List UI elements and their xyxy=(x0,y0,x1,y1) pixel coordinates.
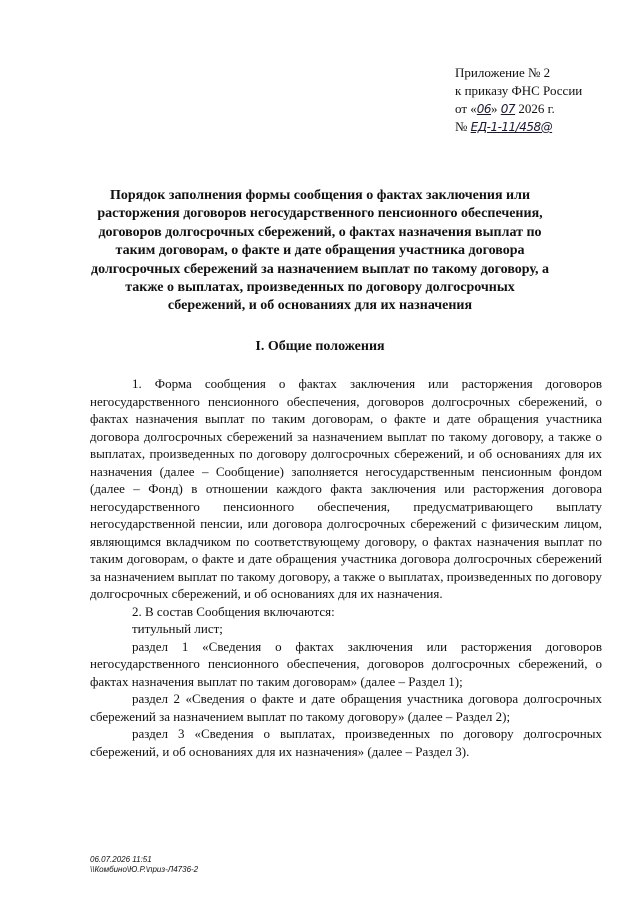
footer-stamp xyxy=(90,855,198,875)
date-mid: » xyxy=(491,101,498,116)
paragraph: титульный лист; xyxy=(132,621,223,636)
paragraph: раздел 1 «Сведения о фактах заключения или расторжения договоров негосударственного пенсионного обеспечения, договоров долгосрочных сбережений, о фактах назначения выплат по таким договорам» (далее – Раздел 1); xyxy=(90,638,602,689)
appendix-line-1: Приложение № 2 xyxy=(455,65,551,80)
paragraph: 2. В состав Сообщения включаются: xyxy=(132,603,335,619)
paragraph: раздел 3 «Сведения о выплатах, произведенных по договору долгосрочных сбережений, и об основаниях для их назначения» (далее – Раздел 3). xyxy=(90,726,602,759)
date-prefix: от « xyxy=(455,101,477,116)
document-title: Порядок заполнения формы сообщения о фактах заключения или расторжения договоров негосударственного пенсионного обеспечения, договоров долгосрочных сбережений, о фактах назначения выплат по таким договорам, о факте и дате обращения участника договора долгосрочных сбережений за назначением выплат по такому договору, а также о выплатах, произведенных по договору долгосрочных сбережений, и об основаниях для их назначения xyxy=(90,188,549,314)
paragraph: 1. Форма сообщения о фактах заключения или расторжения договоров негосударственного пенсионного обеспечения, договоров долгосрочных сбережений, о фактах назначения выплат по таким договорам, о факте и дате обращения участника договора долгосрочных сбережений за назначением выплат по такому договору, а также о выплатах, произведенных по договору долгосрочных сбережений, и об основаниях для их назначения (далее – Сообщение) заполняется негосударственным пенсионным фондом (далее – Фонд) в отношении каждого факта заключения или расторжения договора негосударственного пенсионного обеспечения, предусматривающего выплату негосударственной пенсии, или договора долгосрочных сбережений с физическим лицом, являющимся вкладчиком по соответствующему договору, о фактах назначения выплат по таким договорам, о факте и дате обращения участника договора долгосрочных сбережений за назначением выплат по такому договору, а также о выплатах, произведенных по договору долгосрочных сбережений, и об основаниях для их назначения. xyxy=(90,376,602,601)
order-number-handwritten: ЕД-1-11/458@ xyxy=(470,120,553,134)
number-prefix: № xyxy=(455,119,468,134)
paragraph: раздел 2 «Сведения о факте и дате обращения участника договора долгосрочных сбережений за назначением выплат по такому договору» (далее – Раздел 2); xyxy=(90,691,602,724)
footer-date: 06.07.2026 11:51 xyxy=(90,855,152,864)
appendix-block xyxy=(455,64,625,136)
appendix-line-2: к приказу ФНС России xyxy=(455,83,583,98)
date-month-handwritten: 07 xyxy=(500,102,516,116)
document-body xyxy=(90,375,602,760)
date-day-handwritten: 06 xyxy=(476,102,492,116)
section-heading: I. Общие положения xyxy=(255,339,385,354)
appendix-date xyxy=(455,100,625,118)
date-year: 2026 г. xyxy=(518,101,555,116)
appendix-number xyxy=(455,118,625,136)
footer-path: \\Комбино\Ю.Р.\приз-Л4736-2 xyxy=(90,865,199,874)
